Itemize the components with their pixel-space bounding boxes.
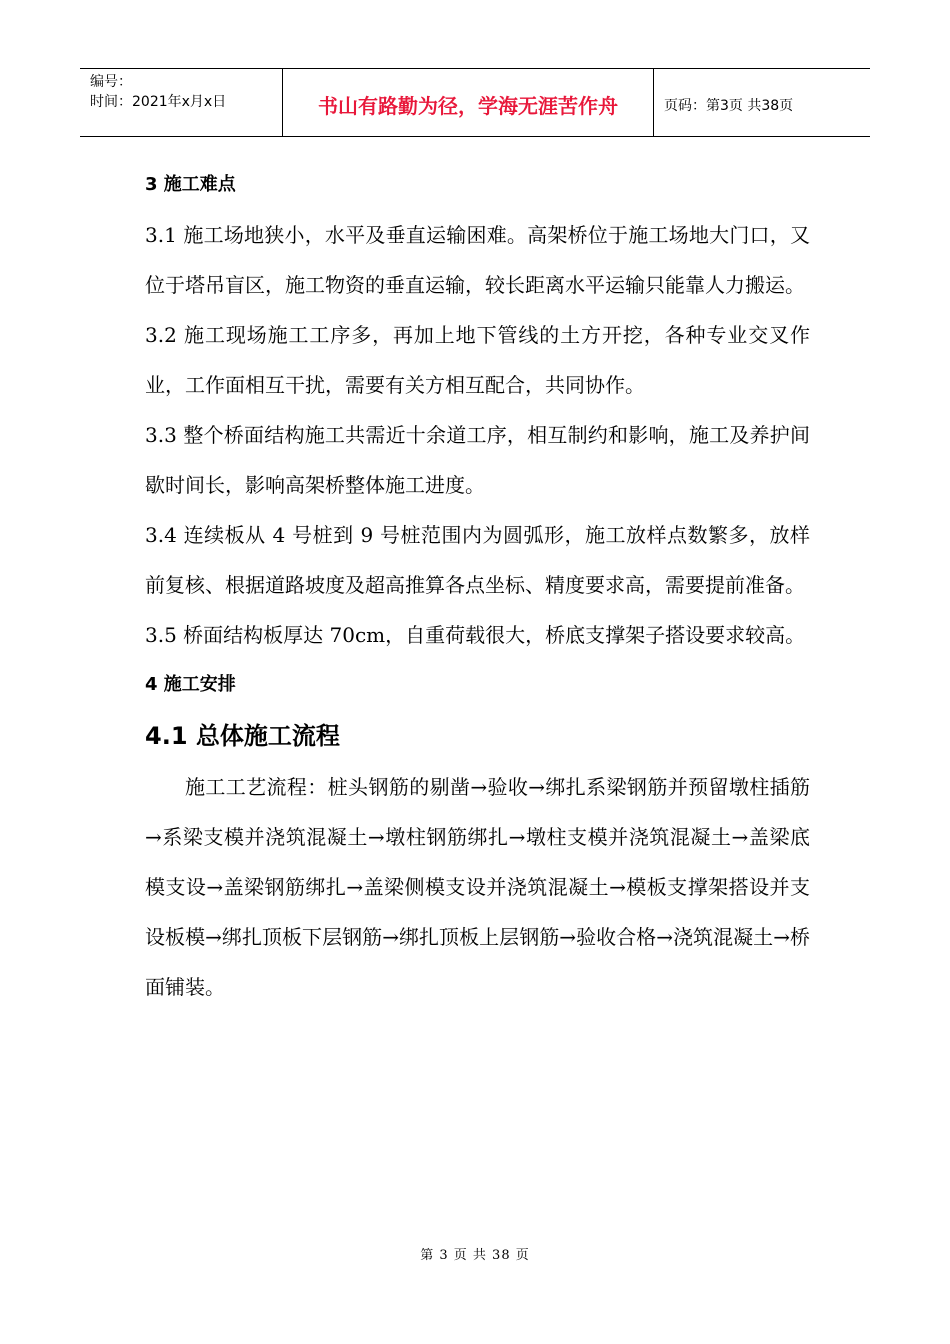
header-meta <box>80 69 283 136</box>
header-page-info: 页码：第3页 共38页 <box>664 97 794 114</box>
document-time-label: 时间：2021年x月x日 <box>90 94 227 110</box>
paragraph-3-2: 3.2 施工现场施工工序多，再加上地下管线的土方开挖，各种专业交叉作业，工作面相互干扰，需要有关方相互配合，共同协作。 <box>145 323 810 397</box>
header-motto: 书山有路勤为径，学海无涯苦作舟 <box>283 69 654 136</box>
document-number-label: 编号： <box>90 74 132 90</box>
section-3-title: 3 施工难点 <box>145 174 236 195</box>
paragraph-4-1: 施工工艺流程：桩头钢筋的剔凿→验收→绑扎系梁钢筋并预留墩柱插筋→系梁支模并浇筑混凝土→墩柱钢筋绑扎→墩柱支模并浇筑混凝土→盖梁底模支设→盖梁钢筋绑扎→盖梁侧模支设并浇筑混凝土→模板支撑架搭设并支设板模→绑扎顶板下层钢筋→绑扎顶板上层钢筋→验收合格→浇筑混凝土→桥面铺装。 <box>145 775 810 999</box>
page-footer: 第 3 页 共 38 页 <box>420 1248 530 1263</box>
section-4-title: 4 施工安排 <box>145 674 236 695</box>
paragraph-3-4: 3.4 连续板从 4 号桩到 9 号桩范围内为圆弧形，施工放样点数繁多，放样前复核、根据道路坡度及超高推算各点坐标、精度要求高，需要提前准备。 <box>145 523 810 597</box>
paragraph-3-1: 3.1 施工场地狭小，水平及垂直运输困难。高架桥位于施工场地大门口，又位于塔吊盲区，施工物资的垂直运输，较长距离水平运输只能靠人力搬运。 <box>145 223 810 297</box>
section-4-1-title: 4.1 总体施工流程 <box>145 722 340 750</box>
paragraph-3-3: 3.3 整个桥面结构施工共需近十余道工序，相互制约和影响，施工及养护间歇时间长，影响高架桥整体施工进度。 <box>145 423 810 497</box>
document-body <box>145 160 810 1012</box>
page-header <box>80 68 870 137</box>
paragraph-3-5: 3.5 桥面结构板厚达 70cm，自重荷载很大，桥底支撑架子搭设要求较高。 <box>145 623 806 647</box>
